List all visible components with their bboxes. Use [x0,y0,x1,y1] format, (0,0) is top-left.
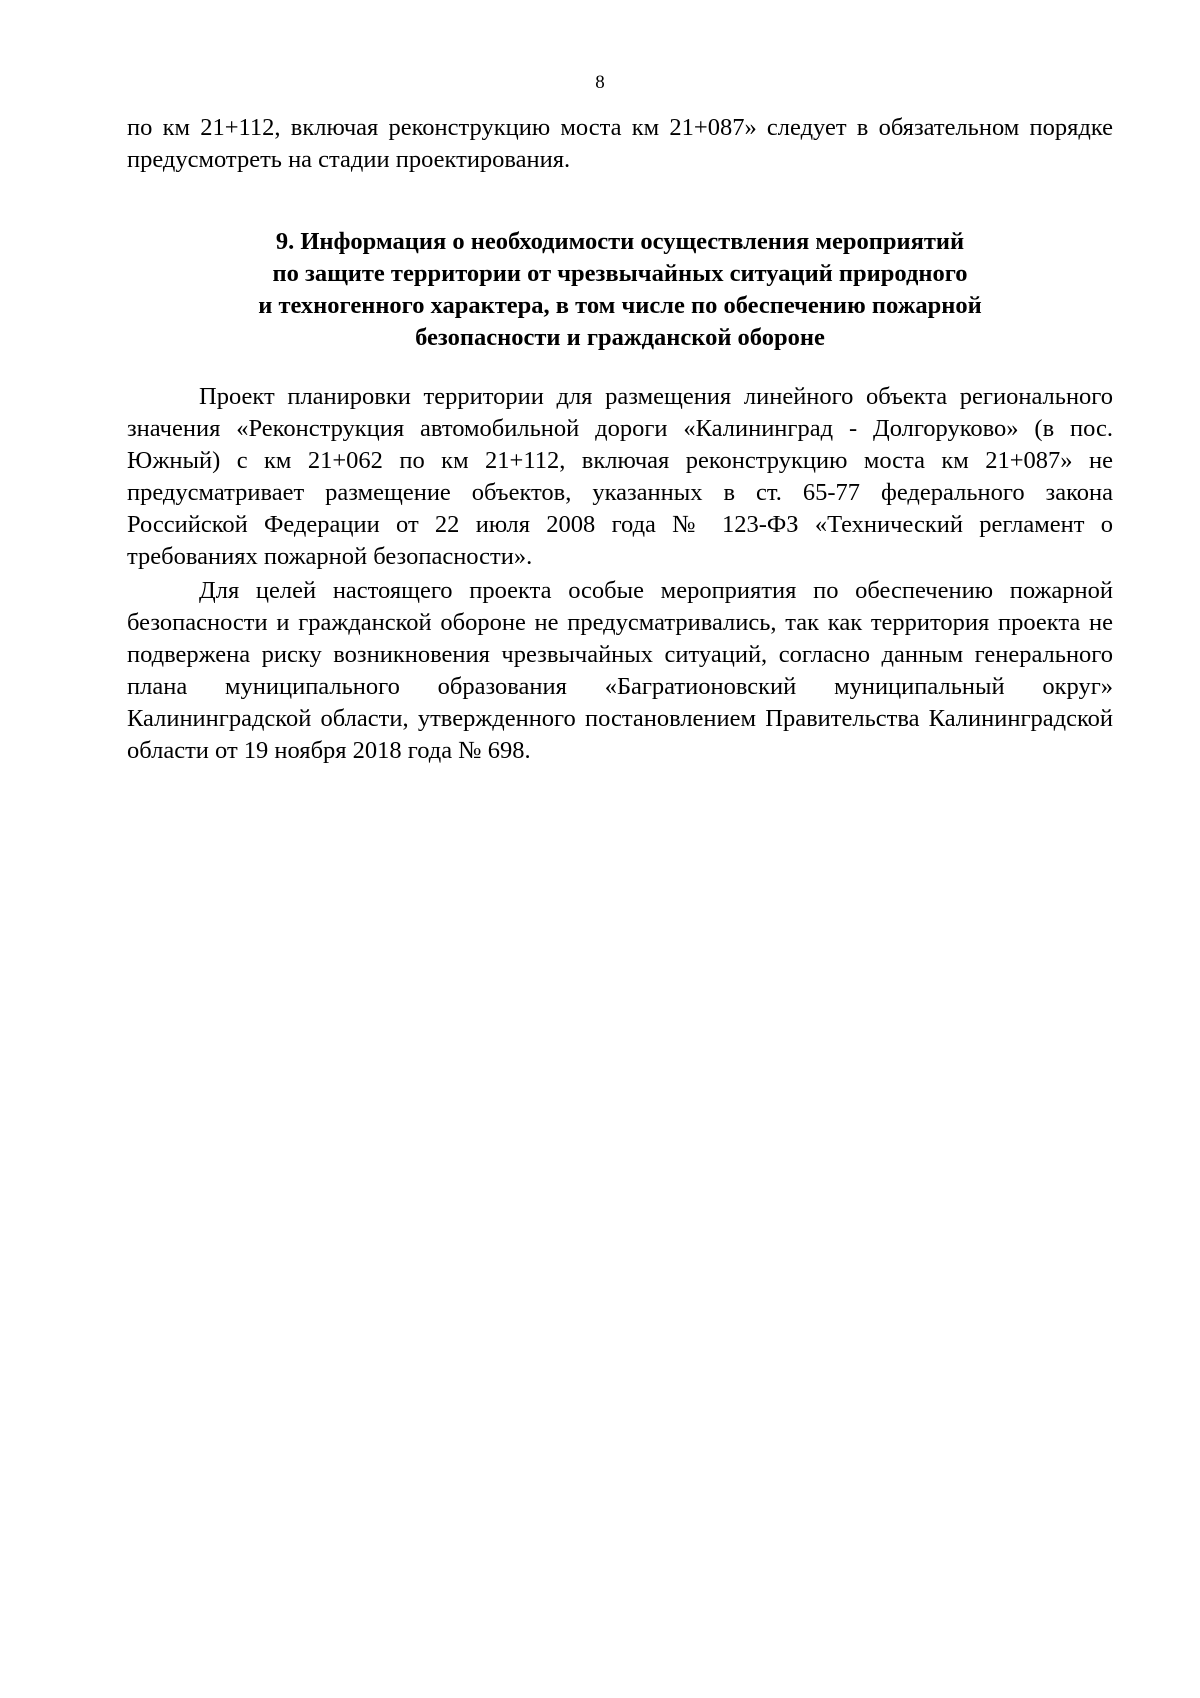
section-heading [127,226,1113,354]
page-number: 8 [595,72,605,93]
section-heading-line: по защите территории от чрезвычайных ситуаций природного [272,260,968,287]
section-heading-line: и техногенного характера, в том числе по обеспечению пожарной [258,292,982,319]
intro-paragraph: по км 21+112, включая реконструкцию моста км 21+087» следует в обязательном порядке предусмотреть на стадии проектирования. [127,114,1113,173]
section-heading-line: безопасности и гражданской обороне [415,324,825,351]
body-paragraph: Для целей настоящего проекта особые мероприятия по обеспечению пожарной безопасности и гражданской обороне не предусматривались, так как территория проекта не подвержена риску возникновения чрезвычайных ситуаций, согласно данным генерального плана муниципального образования «Багратионовский муниципальный округ» Калининградской области, утвержденного постановлением Правительства Калининградской области от 19 ноября 2018 года № 698. [127,577,1113,764]
section-heading-line: 9. Информация о необходимости осуществления мероприятий [275,228,965,255]
page-content [127,112,1113,767]
body-paragraph: Проект планировки территории для размещения линейного объекта регионального значения «Реконструкция автомобильной дороги «Калининград - Долгоруково» (в пос. Южный) с км 21+062 по км 21+112, включая реконструкцию моста км 21+087» не предусматривает размещение объектов, указанных в ст. 65-77 федерального закона Российской Федерации от 22 июля 2008 года № 123-ФЗ «Технический регламент о требованиях пожарной безопасности». [127,383,1113,570]
